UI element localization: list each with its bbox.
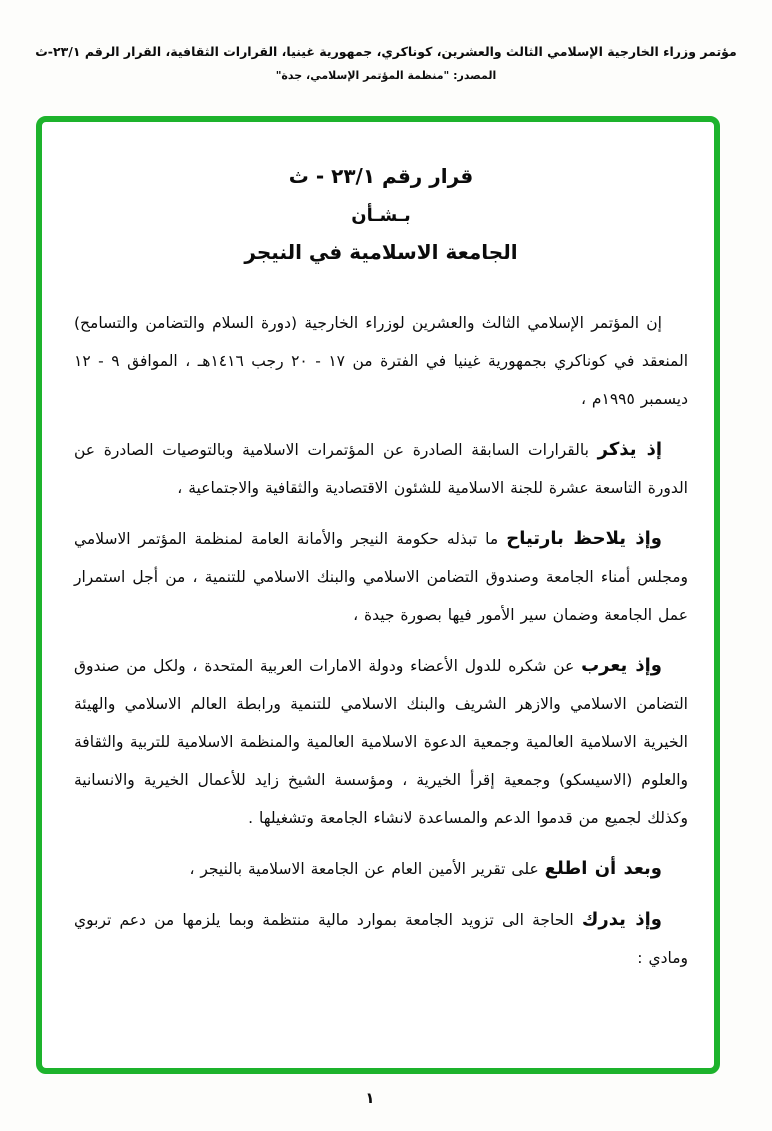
paragraph-text: عن شكره للدول الأعضاء ودولة الامارات العربية المتحدة ، ولكل من صندوق التضامن الاسلامي والازهر الشريف والبنك الاسلامي للتنمية ورابطة العالم الاسلامي والهيئة الخيرية الاسلامية العالمية وجمعية الدعوة الاسلامية العالمية والمنظمة الاسلامية للتربية والثقافة والعلوم (الاسيسكو) وجمعية إقرأ الخيرية ، ومؤسسة الشيخ زايد للأعمال الخيرية والانسانية وكذلك لجميع من قدموا الدعم والمساعدة لانشاء الجامعة وتشغيلها . [74,657,688,827]
header-citation: مؤتمر وزراء الخارجية الإسلامي الثالث والعشرين، كوناكري، جمهورية غينيا، القرارات الثقافية، القرار الرقم ٢٣/١-ث [35,44,737,59]
resolution-paragraphs [74,304,688,977]
paragraph-lead: وإذ يلاحظ بارتياح [506,528,662,549]
paragraph-lead: وإذ يعرب [581,655,662,676]
page-number: ١ [365,1089,375,1107]
resolution-number: قرار رقم ٢٣/١ - ث [288,164,474,188]
paragraph-recalling [74,431,688,507]
header-source: المصدر: "منظمة المؤتمر الإسلامي، جدة" [275,69,497,82]
resolution-subject: الجامعة الاسلامية في النيجر [244,240,518,264]
paragraph-text: إن المؤتمر الإسلامي الثالث والعشرين لوزراء الخارجية (دورة السلام والتضامن والتسامح) المنعقد في كوناكري بجمهورية غينيا في الفترة من ١٧ - ٢٠ رجب ١٤١٦هـ ، الموافق ٩ - ١٢ ديسمبر ١٩٩٥م ، [74,314,689,408]
document-header [0,44,772,82]
paragraph-lead: إذ يذكر [597,439,662,460]
paragraph-having-reviewed [74,850,688,888]
paragraph-text: ما تبذله حكومة النيجر والأمانة العامة لمنظمة المؤتمر الاسلامي ومجلس أمناء الجامعة وصندوق التضامن الاسلامي والبنك الاسلامي للتنمية ، من أجل استمرار عمل الجامعة وضمان سير الأمور فيها بصورة جيدة ، [74,530,688,624]
document-frame [36,116,720,1074]
resolution-title-block [74,164,688,264]
paragraph-text: على تقرير الأمين العام عن الجامعة الاسلامية بالنيجر ، [189,860,545,878]
paragraph-thanking [74,647,688,837]
resolution-regarding: بـشـأن [351,205,411,226]
document-body [42,122,714,1068]
paragraph-aware [74,901,688,977]
paragraph-lead: وبعد أن اطلع [544,858,662,879]
paragraph-text: بالقرارات السابقة الصادرة عن المؤتمرات الاسلامية وبالتوصيات الصادرة عن الدورة التاسعة عشرة للجنة الاسلامية للشئون الاقتصادية والثقافية والاجتماعية ، [74,441,688,497]
paragraph-text: الحاجة الى تزويد الجامعة بموارد مالية منتظمة وبما يلزمها من دعم تربوي ومادي : [74,911,688,967]
paragraph-preamble [74,304,688,418]
paragraph-lead: وإذ يدرك [581,909,662,930]
paragraph-noting [74,520,688,634]
